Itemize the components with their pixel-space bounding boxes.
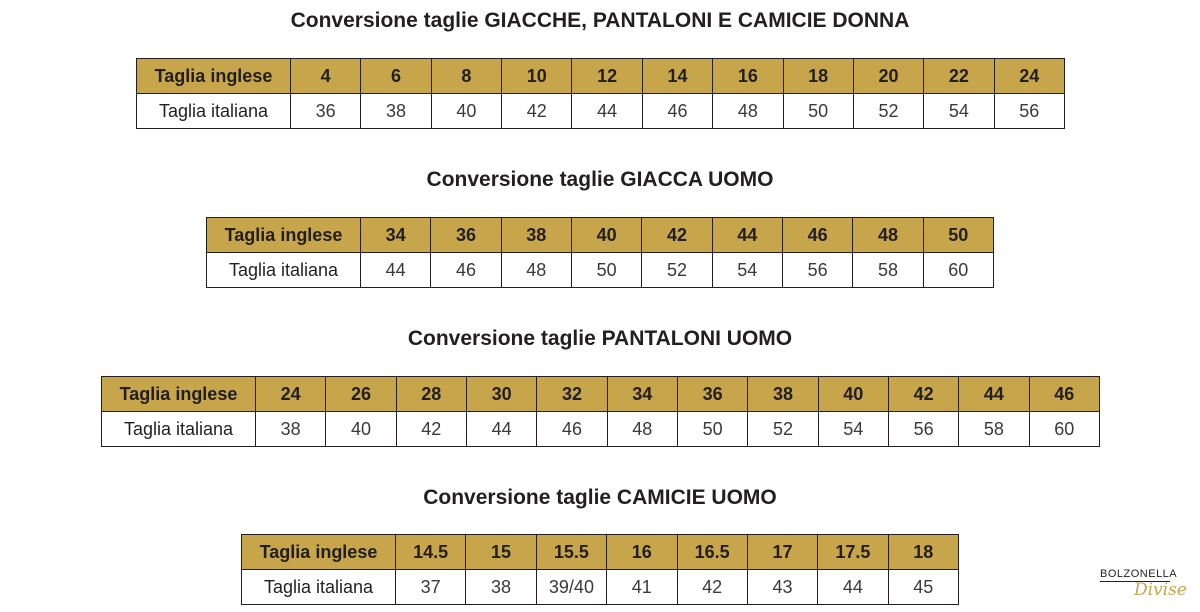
uk-size-cell: 18 [783, 59, 853, 94]
it-size-cell: 46 [537, 412, 607, 447]
it-size-cell: 56 [888, 412, 958, 447]
uk-size-cell: 14.5 [396, 535, 466, 570]
uk-size-cell: 46 [1029, 377, 1099, 412]
it-size-cell: 44 [466, 412, 536, 447]
uk-size-cell: 48 [853, 218, 923, 253]
uk-size-cell: 8 [431, 59, 501, 94]
it-size-cell: 42 [396, 412, 466, 447]
uk-size-row [102, 377, 1100, 412]
it-size-cell: 50 [783, 94, 853, 129]
uk-size-cell: 38 [501, 218, 571, 253]
it-size-cell: 40 [326, 412, 396, 447]
uk-size-cell: 42 [642, 218, 712, 253]
it-size-row [102, 412, 1100, 447]
uk-size-row [207, 218, 994, 253]
uk-size-cell: 32 [537, 377, 607, 412]
it-size-cell: 50 [677, 412, 747, 447]
section-title-donna: Conversione taglie GIACCHE, PANTALONI E CAMICIE DONNA [290, 9, 910, 32]
it-size-cell: 50 [571, 253, 641, 288]
it-size-cell: 40 [431, 94, 501, 129]
it-size-cell: 45 [888, 570, 958, 605]
row-label-uk: Taglia inglese [102, 377, 256, 412]
uk-size-cell: 36 [677, 377, 747, 412]
it-size-cell: 44 [818, 570, 888, 605]
it-size-cell: 48 [501, 253, 571, 288]
uk-size-cell: 34 [607, 377, 677, 412]
row-label-it: Taglia italiana [102, 412, 256, 447]
row-label-it: Taglia italiana [207, 253, 361, 288]
uk-size-cell: 22 [924, 59, 994, 94]
it-size-cell: 42 [502, 94, 572, 129]
uk-size-cell: 20 [853, 59, 923, 94]
it-size-cell: 41 [607, 570, 677, 605]
uk-size-cell: 24 [994, 59, 1064, 94]
it-size-cell: 52 [642, 253, 712, 288]
section-title-camicie-uomo: Conversione taglie CAMICIE UOMO [423, 486, 777, 509]
uk-size-cell: 16 [713, 59, 783, 94]
it-size-cell: 54 [924, 94, 994, 129]
it-size-row [207, 253, 994, 288]
row-label-uk: Taglia inglese [207, 218, 361, 253]
it-size-cell: 48 [713, 94, 783, 129]
uk-size-cell: 6 [361, 59, 431, 94]
uk-size-cell: 18 [888, 535, 958, 570]
it-size-cell: 52 [748, 412, 818, 447]
it-size-cell: 38 [466, 570, 536, 605]
uk-size-cell: 42 [888, 377, 958, 412]
uk-size-cell: 16 [607, 535, 677, 570]
uk-size-cell: 4 [291, 59, 361, 94]
uk-size-cell: 14 [642, 59, 712, 94]
uk-size-cell: 46 [782, 218, 852, 253]
size-table-donna [136, 58, 1065, 129]
uk-size-cell: 28 [396, 377, 466, 412]
uk-size-row [137, 59, 1065, 94]
row-label-it: Taglia italiana [137, 94, 291, 129]
logo-script: Divise [1134, 580, 1187, 600]
uk-size-cell: 15.5 [536, 535, 606, 570]
it-size-cell: 52 [853, 94, 923, 129]
it-size-cell: 46 [642, 94, 712, 129]
it-size-cell: 60 [1029, 412, 1099, 447]
it-size-cell: 54 [818, 412, 888, 447]
it-size-cell: 38 [361, 94, 431, 129]
size-table-giacca-uomo [206, 217, 994, 288]
uk-size-cell: 17.5 [818, 535, 888, 570]
it-size-cell: 58 [959, 412, 1029, 447]
it-size-cell: 43 [747, 570, 817, 605]
uk-size-cell: 17 [747, 535, 817, 570]
size-table-camicie-uomo [241, 534, 959, 605]
it-size-cell: 60 [923, 253, 993, 288]
logo-wordmark: BOLZONELLA [1100, 568, 1178, 580]
uk-size-cell: 12 [572, 59, 642, 94]
it-size-cell: 37 [396, 570, 466, 605]
uk-size-cell: 40 [818, 377, 888, 412]
section-title-giacca-uomo: Conversione taglie GIACCA UOMO [426, 168, 774, 191]
row-label-it: Taglia italiana [242, 570, 396, 605]
it-size-cell: 54 [712, 253, 782, 288]
it-size-row [137, 94, 1065, 129]
uk-size-cell: 15 [466, 535, 536, 570]
uk-size-cell: 34 [361, 218, 431, 253]
it-size-cell: 42 [677, 570, 747, 605]
size-table-pantaloni-uomo [101, 376, 1100, 447]
it-size-cell: 44 [361, 253, 431, 288]
uk-size-cell: 26 [326, 377, 396, 412]
uk-size-cell: 44 [712, 218, 782, 253]
it-size-row [242, 570, 959, 605]
uk-size-cell: 10 [502, 59, 572, 94]
bolzonella-logo [1100, 568, 1186, 604]
section-title-pantaloni-uomo: Conversione taglie PANTALONI UOMO [407, 327, 793, 350]
it-size-cell: 38 [256, 412, 326, 447]
uk-size-cell: 24 [256, 377, 326, 412]
it-size-cell: 48 [607, 412, 677, 447]
it-size-cell: 56 [994, 94, 1064, 129]
row-label-uk: Taglia inglese [137, 59, 291, 94]
it-size-cell: 46 [431, 253, 501, 288]
it-size-cell: 58 [853, 253, 923, 288]
uk-size-cell: 38 [748, 377, 818, 412]
uk-size-cell: 50 [923, 218, 993, 253]
it-size-cell: 44 [572, 94, 642, 129]
uk-size-cell: 36 [431, 218, 501, 253]
uk-size-cell: 44 [959, 377, 1029, 412]
it-size-cell: 39/40 [536, 570, 606, 605]
uk-size-cell: 30 [466, 377, 536, 412]
uk-size-row [242, 535, 959, 570]
it-size-cell: 36 [291, 94, 361, 129]
row-label-uk: Taglia inglese [242, 535, 396, 570]
it-size-cell: 56 [782, 253, 852, 288]
uk-size-cell: 16.5 [677, 535, 747, 570]
uk-size-cell: 40 [571, 218, 641, 253]
